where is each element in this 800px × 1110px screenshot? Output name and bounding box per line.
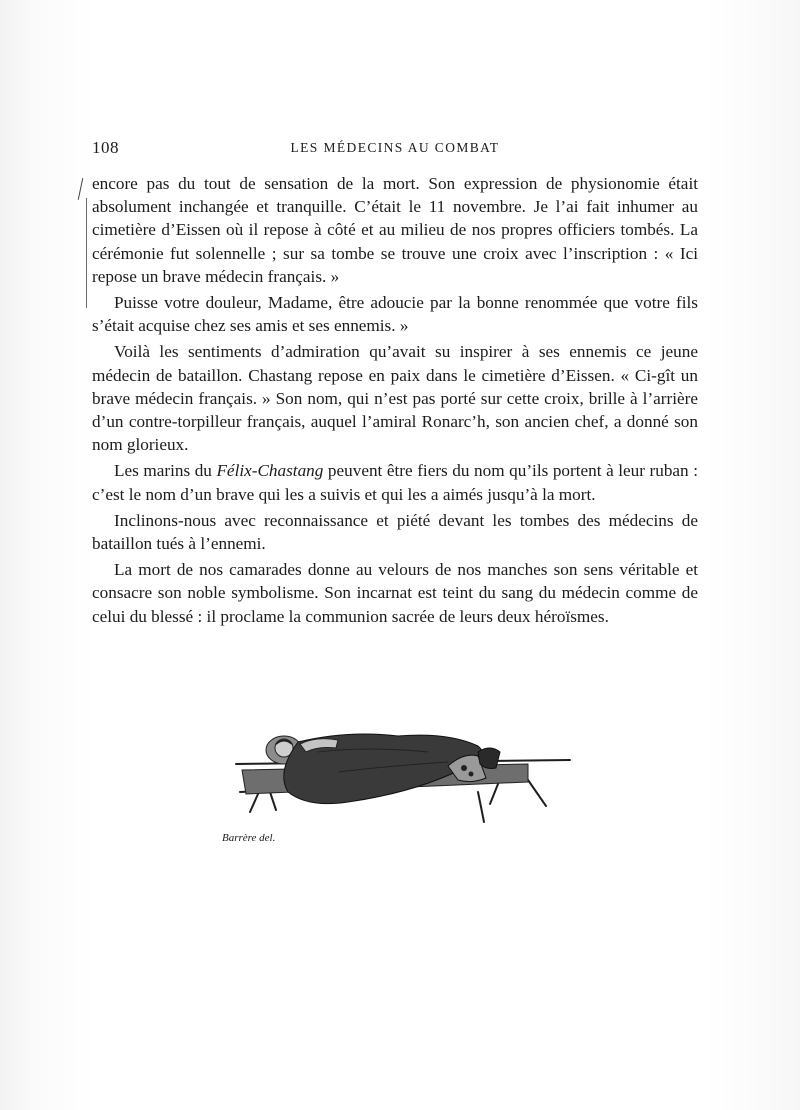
illustration-credit: Barrère del. [222,832,276,844]
body-text [92,172,698,631]
page-number: 108 [92,138,119,157]
margin-pencil-mark [86,198,87,308]
paragraph: Voilà les sentiments d’admiration qu’avait su inspirer à ses ennemis ce jeune médecin de bataillon. Chastang repose en paix dans le cimetière d’Eissen. « Ci-gît un brave médecin français. » Son nom, qui n’est pas porté sur cette croix, brille à l’arrière d’un contre-torpilleur français, auquel l’amiral Ronarc’h, son ancien chef, a donné son nom glorieux. [92,342,698,455]
page-header [92,138,698,160]
paragraph-text: peuvent être fiers du nom qu’ils portent à leur ruban : c’est le nom d’un brave qui les a suivis et qui les a aimés jusqu’à la mort. [92,461,698,504]
paragraph: Inclinons-nous avec reconnaissance et piété devant les tombes des médecins de bataillon tués à l’ennemi. [92,510,698,554]
paragraph-text: Les marins du [114,461,217,481]
running-title: LES MÉDECINS AU COMBAT [290,140,500,155]
paragraph: La mort de nos camarades donne au velours de nos manches son sens véritable et consacre son noble symbolisme. Son incarnat est teint du sang du médecin comme de celui du blessé : il proclame la communion sacrée de leurs deux héroïsmes. [92,560,698,626]
margin-pencil-mark [78,178,84,200]
stretcher-illustration [228,722,578,832]
paragraph: encore pas du tout de sensation de la mort. Son expression de physionomie était absolument inchangée et tranquille. C’était le 11 novembre. Je l’ai fait inhumer au cimetière d’Eissen où il repose à côté et au milieu de nos propres officiers tombés. La cérémonie fut solennelle ; sur sa tombe se trouve une croix avec l’inscription : « Ici repose un brave médecin français. » [92,174,698,286]
paragraph: Puisse votre douleur, Madame, être adoucie par la bonne renommée que votre fils s’était acquise chez ses amis et ses ennemis. » [92,293,698,336]
paragraph [92,459,698,505]
ship-name: Félix-Chastang [216,461,324,481]
